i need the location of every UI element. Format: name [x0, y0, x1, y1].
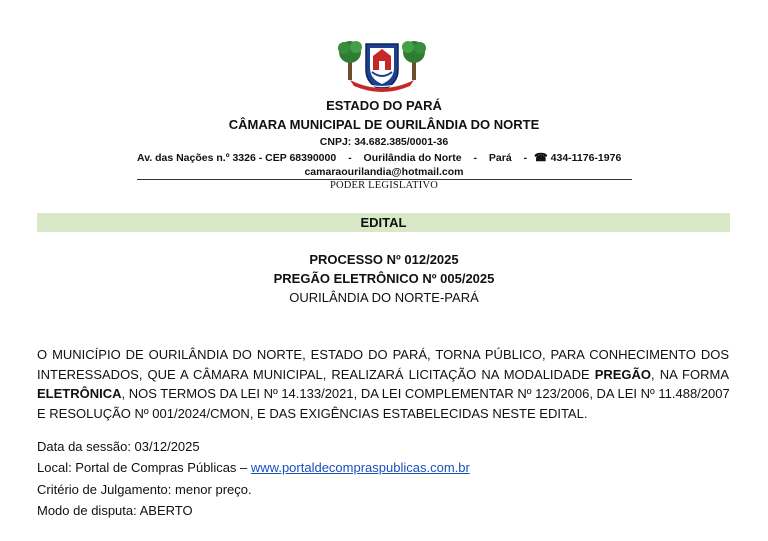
chamber-name: CÂMARA MUNICIPAL DE OURILÂNDIA DO NORTE: [228, 117, 540, 132]
address-city: Ourilândia do Norte: [363, 152, 462, 164]
address-line: [137, 151, 621, 164]
paragraph-line: [37, 365, 729, 385]
address-state: Pará: [488, 152, 512, 164]
pregao-number: PREGÃO ELETRÔNICO Nº 005/2025: [273, 271, 495, 286]
email-address: camaraourilandia@hotmail.com: [304, 166, 464, 178]
telephone-icon: ☎: [534, 152, 548, 164]
cnpj-text: CNPJ: 34.682.385/0001-36: [319, 136, 449, 148]
process-city: OURILÂNDIA DO NORTE-PARÁ: [289, 290, 479, 305]
paragraph-line: [37, 384, 729, 404]
municipal-crest-icon: [336, 36, 428, 94]
paragraph-bold-text: ELETRÔNICA: [37, 386, 122, 401]
phone-number: 434-1176-1976: [550, 152, 622, 164]
address-separator: -: [473, 152, 477, 164]
paragraph-text: , NA FORMA: [651, 366, 730, 382]
paragraph-line: E RESOLUÇÃO Nº 001/2024/CMON, E DAS EXIGÊNCIAS ESTABELECIDAS NESTE EDITAL.: [37, 405, 588, 421]
paragraph-bold-text: PREGÃO: [594, 366, 652, 382]
judging-criteria: Critério de Julgamento: menor preço.: [37, 482, 252, 497]
address-street: Av. das Nações n.º 3326 - CEP 68390000: [137, 152, 337, 164]
location-label: Local: Portal de Compras Públicas –: [37, 460, 251, 475]
portal-link[interactable]: www.portaldecompraspublicas.com.br: [250, 460, 470, 475]
paragraph-text: INTERESSADOS, QUE A CÂMARA MUNICIPAL, REALIZARÁ LICITAÇÃO NA MODALIDADE: [37, 366, 595, 382]
branch-name: PODER LEGISLATIVO: [329, 180, 439, 191]
address-separator: -: [523, 152, 528, 164]
edital-title-band: EDITAL: [37, 213, 730, 232]
notice-paragraph: [37, 345, 729, 423]
address-separator: -: [348, 152, 352, 164]
process-number: PROCESSO Nº 012/2025: [309, 252, 459, 267]
dispute-mode: Modo de disputa: ABERTO: [37, 503, 193, 518]
paragraph-text: , NOS TERMOS DA LEI Nº 14.133/2021, DA LEI COMPLEMENTAR Nº 123/2006, DA LEI Nº 11.488/2007: [121, 386, 730, 401]
state-name: ESTADO DO PARÁ: [326, 98, 442, 113]
session-location: [37, 460, 470, 475]
paragraph-line: O MUNICÍPIO DE OURILÂNDIA DO NORTE, ESTADO DO PARÁ, TORNA PÚBLICO, PARA CONHECIMENTO DOS: [37, 347, 729, 362]
session-date: Data da sessão: 03/12/2025: [37, 439, 200, 454]
